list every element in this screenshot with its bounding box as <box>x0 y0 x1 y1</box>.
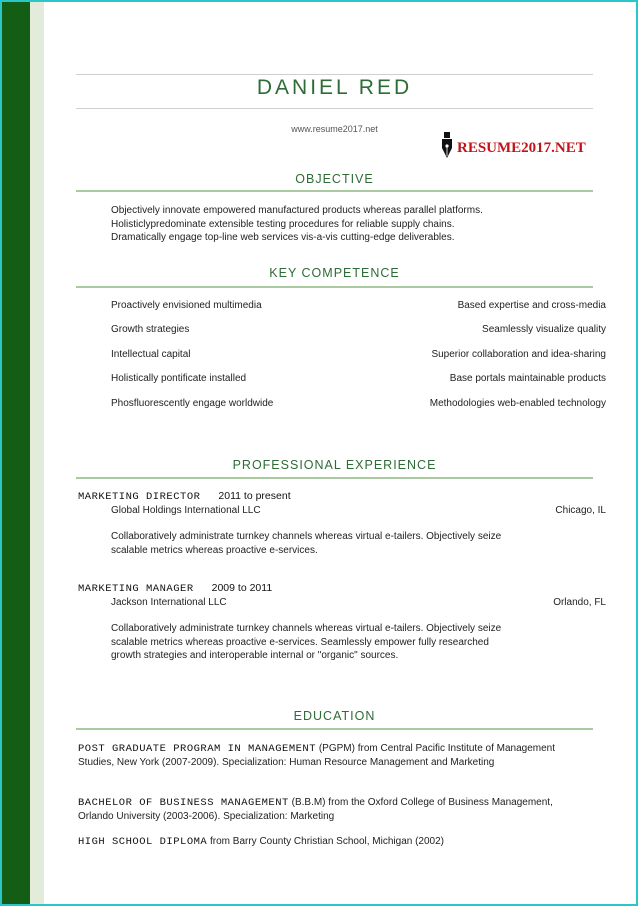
job-description <box>111 622 561 663</box>
competence-item: Proactively envisioned multimedia <box>111 300 262 311</box>
pen-nib-icon <box>440 132 454 165</box>
job-title <box>78 490 291 503</box>
competence-rule <box>76 286 593 288</box>
education-details: from Barry County Christian School, Michigan (2002) <box>207 836 444 847</box>
job-description <box>111 530 561 557</box>
competence-item: Holistically pontificate installed <box>111 373 247 384</box>
education-entry <box>78 835 578 849</box>
section-title-objective: OBJECTIVE <box>295 172 374 186</box>
job-description-line: Collaboratively administrate turnkey channels whereas virtual e-tailers. Objectively seize <box>111 623 502 634</box>
education-details: (B.B.M) from the Oxford College of Business Management, Orlando University (2003-2006). Specialization: Marketing <box>78 797 553 822</box>
competence-item: Seamlessly visualize quality <box>482 324 606 335</box>
job-company: Global Holdings International LLC <box>111 505 261 516</box>
frame-left <box>0 0 2 906</box>
section-title-competence: KEY COMPETENCE <box>269 266 400 280</box>
job-description-line: scalable metrics whereas proactive e-services. <box>111 544 318 556</box>
education-degree: HIGH SCHOOL DIPLOMA <box>78 836 208 848</box>
education-degree: POST GRADUATE PROGRAM IN MANAGEMENT <box>78 743 317 755</box>
section-title-education: EDUCATION <box>293 709 376 723</box>
candidate-name: DANIEL RED <box>256 76 413 99</box>
left-dark-green-bar <box>2 2 30 904</box>
job-company: Jackson International LLC <box>111 597 227 608</box>
website-text: www.resume2017.net <box>291 124 378 134</box>
education-rule <box>76 728 593 730</box>
job-location: Orlando, FL <box>553 597 606 608</box>
logo-text: RESUME2017.NET <box>457 139 586 156</box>
job-title <box>78 582 272 595</box>
job-description-line: scalable metrics whereas proactive e-services. Seamlessly empower fully researched <box>111 636 489 648</box>
job-dates: 2011 to present <box>218 490 291 502</box>
education-entry <box>78 796 578 824</box>
objective-text <box>111 204 483 245</box>
competence-item: Superior collaboration and idea-sharing <box>431 349 606 360</box>
job-dates: 2009 to 2011 <box>211 582 273 594</box>
objective-rule <box>76 190 593 192</box>
job-description-line: growth strategies and interoperable internal or "organic" sources. <box>111 650 399 661</box>
competence-item: Intellectual capital <box>111 349 191 360</box>
competence-item: Base portals maintainable products <box>449 373 606 384</box>
education-entry <box>78 742 578 770</box>
objective-line: Objectively innovate empowered manufactured products whereas parallel platforms. <box>111 205 483 216</box>
job-title-text: MARKETING DIRECTOR <box>78 491 201 503</box>
objective-line: Holisticlypredominate extensible testing procedures for reliable supply chains. <box>111 218 455 230</box>
job-title-text: MARKETING MANAGER <box>78 583 194 595</box>
education-degree: BACHELOR OF BUSINESS MANAGEMENT <box>78 797 289 809</box>
left-light-green-bar <box>30 2 44 904</box>
resume2017-logo <box>440 134 586 162</box>
education-details: (PGPM) from Central Pacific Institute of Management Studies, New York (2007-2009). Specialization: Human Resource Management and Marketing <box>78 743 556 768</box>
competence-item: Based expertise and cross-media <box>457 300 606 311</box>
competence-item: Methodologies web-enabled technology <box>429 398 606 409</box>
job-description-line: Collaboratively administrate turnkey channels whereas virtual e-tailers. Objectively seize <box>111 531 502 542</box>
frame-top <box>0 0 638 2</box>
header-top-rule <box>76 74 593 75</box>
experience-rule <box>76 477 593 479</box>
competence-item: Phosfluorescently engage worldwide <box>111 398 274 409</box>
section-title-experience: PROFESSIONAL EXPERIENCE <box>232 458 437 472</box>
objective-line: Dramatically engage top-line web services vis-a-vis cutting-edge deliverables. <box>111 232 455 243</box>
job-location: Chicago, IL <box>555 505 606 516</box>
header-bottom-rule <box>76 108 593 109</box>
competence-item: Growth strategies <box>111 324 190 335</box>
